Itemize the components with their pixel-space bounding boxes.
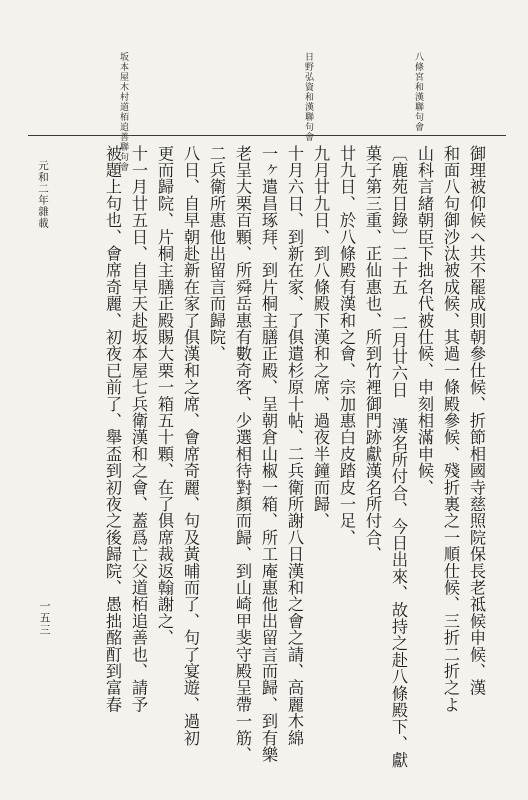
text-column-10: 老呈大栗百顆、所舜岳惠有數奇客、少選相待對顏而歸、到山崎甲斐守殿呈帶一筋、 [233,145,252,763]
text-column-11: 二兵衛所惠他出留言而歸院、 [207,145,226,363]
headnote-1: 八條宮和漢聯句會 [413,52,423,132]
text-column-13: 更而歸院、片桐主膳正殿賜大栗一箱五十顆、在了俱席裁返翰謝之、 [155,145,174,646]
text-column-9: 一ヶ遣昌琢拜、到片桐主膳正殿、呈朝倉山椒一箱、所工庵惠他出留言而歸、到有樂 [259,145,278,763]
text-column-7: 九月廿九日、到八條殿下漢和之席、過夜半鐘而歸、 [311,145,330,530]
text-column-8: 十月六日、到新在家、了俱遣杉原十帖、二兵衛所謝八日漢和之會之請、高麗木綿 [285,145,304,747]
text-column-2: 和面八句御沙汰被成候、其過一條殿參候、殘折裏之一順仕候、三折二折之よ [441,145,460,713]
text-column-1: 御理被仰候ヘ共不罷成則朝參仕候、折節相國寺慈照院保長老祗候申候、漢 [467,145,486,697]
text-column-12: 八日、自早朝赴新在家了俱漢和之席、會席奇麗、句及黃晡而了、句了宴遊、過初 [181,145,200,747]
text-column-4: 〔鹿苑日錄〕二十五 二月廿六日 漢名所付合、今日出來、故持之赴八條殿下、獻 [389,145,408,769]
header-rule [28,135,506,136]
running-title: 元和二年雜載 [37,160,49,229]
page-number: 一五三 [38,600,51,636]
text-column-14: 十一月廿五日、自早天赴坂本屋七兵衛漢和之會、蓋爲亡父道栢追善也、請予 [129,145,148,713]
text-column-6: 廿九日、於八條殿有漢和之會、宗加惠白皮踏皮一足、 [337,145,356,546]
headnote-3: 坂本屋木村道栢追善聯句會 [118,52,128,172]
text-column-15: 被題上句也、會席奇麗、初夜已前了、舉盃到初夜之後歸院、愚拙酩酊到富春 [103,145,122,713]
headnote-2: 日野弘資和漢聯句會 [303,52,313,142]
text-column-5: 菓子第三重、正仙惠也、所到竹裡御門跡獻漢名所付合、 [363,145,382,563]
text-column-3: 山科言緒朝臣下拙名代被仕候、申刻相滿申候、 [415,145,434,496]
